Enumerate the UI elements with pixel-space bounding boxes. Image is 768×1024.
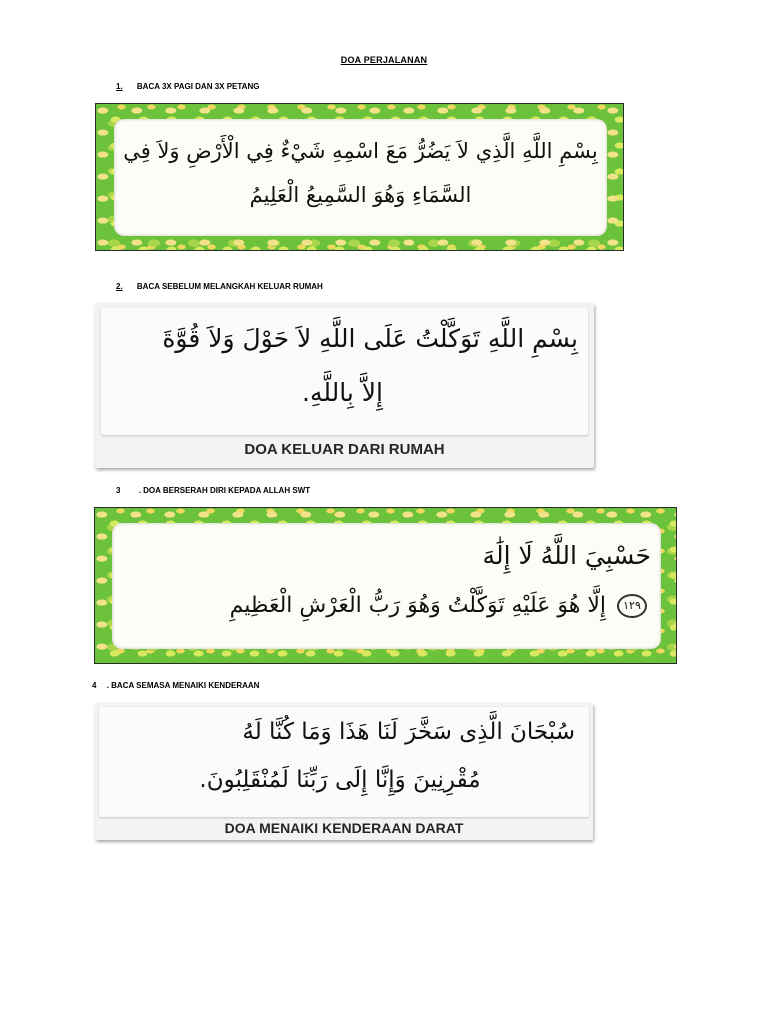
prayer-card-1 — [95, 103, 624, 251]
section-label: . DOA BERSERAH DIRI KEPADA ALLAH SWT — [138, 486, 311, 495]
arabic-text-line-1: سُبْحَانَ الَّذِى سَخَّرَ لَنَا هَذَا وَمَا كُنَّا لَهُ — [242, 719, 575, 745]
prayer-card-4-inner — [99, 707, 589, 817]
section-1-heading — [116, 82, 259, 91]
prayer-card-3-inner — [112, 523, 661, 649]
section-label: BACA 3X PAGI DAN 3X PETANG — [136, 82, 260, 91]
section-label: . BACA SEMASA MENAIKI KENDERAAN — [106, 681, 260, 690]
prayer-card-2-inner — [101, 308, 588, 435]
section-3-heading — [116, 486, 310, 495]
section-number: 1. — [116, 82, 123, 91]
page-title: DOA PERJALANAN — [340, 55, 428, 65]
ayah-number-marker: ١٢٩ — [617, 594, 647, 618]
arabic-text-line-2: السَّمَاءِ وَهُوَ السَّمِيعُ الْعَلِيمُ — [249, 183, 472, 207]
prayer-card-4 — [95, 703, 593, 840]
arabic-text-line-2: مُقْرِنِينَ وَإِنَّا إِلَى رَبِّنَا لَمُنْقَلِبُونَ. — [199, 767, 481, 793]
section-number: 4 — [92, 681, 97, 690]
prayer-card-1-inner — [114, 119, 607, 236]
prayer-card-2 — [95, 303, 594, 468]
section-number: 3 — [116, 486, 121, 495]
arabic-text-line-2: إِلاَّ بِاللَّهِ. — [302, 378, 383, 407]
card-caption: DOA KELUAR DARI RUMAH — [244, 441, 445, 458]
section-4-heading — [92, 681, 259, 690]
arabic-text-line-1: حَسْبِيَ اللَّهُ لَا إِلَٰهَ — [482, 541, 651, 570]
section-number: 2. — [116, 282, 123, 291]
section-2-heading — [116, 282, 323, 291]
arabic-text-line-2: إِلَّا هُوَ عَلَيْهِ تَوَكَّلْتُ وَهُوَ رَبُّ الْعَرْشِ الْعَظِيمِ — [229, 593, 606, 618]
prayer-card-3 — [94, 507, 677, 664]
arabic-text-line-1: بِسْمِ اللَّهِ الَّذِي لاَ يَضُرُّ مَعَ اسْمِهِ شَيْءٌ فِي الْأَرْضِ وَلاَ فِي — [123, 139, 598, 163]
section-label: BACA SEBELUM MELANGKAH KELUAR RUMAH — [136, 282, 323, 291]
arabic-text-line-1: بِسْمِ اللَّهِ تَوَكَّلْتُ عَلَى اللَّهِ لاَ حَوْلَ وَلاَ قُوَّةَ — [162, 324, 578, 353]
card-caption: DOA MENAIKI KENDERAAN DARAT — [224, 820, 464, 836]
arabic-text-line-2-row — [120, 593, 651, 618]
